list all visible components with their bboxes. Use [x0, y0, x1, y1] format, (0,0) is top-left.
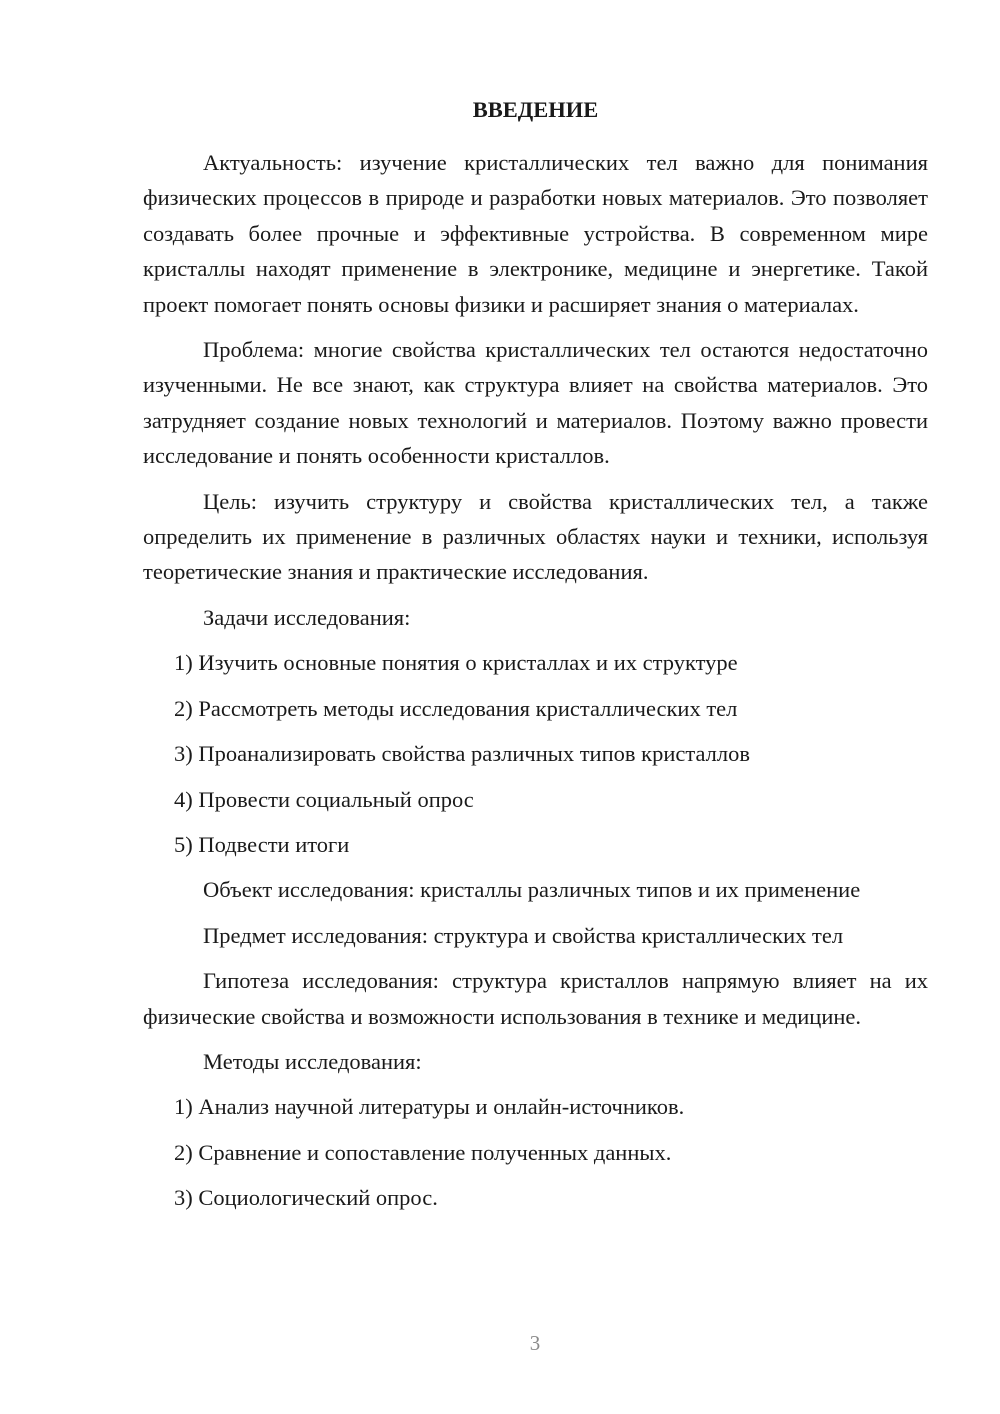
- list-item: 2) Рассмотреть методы исследования кристаллических тел: [174, 695, 738, 721]
- subject-paragraph: Предмет исследования: структура и свойства кристаллических тел: [203, 922, 844, 948]
- list-item: 3) Проанализировать свойства различных типов кристаллов: [174, 741, 750, 767]
- methods-list: [143, 1089, 928, 1215]
- tasks-heading: Задачи исследования:: [203, 604, 411, 630]
- section-title: ВВЕДЕНИЕ: [472, 97, 599, 122]
- goal-paragraph: Цель: изучить структуру и свойства кристаллических тел, а также определить их применение в различных областях науки и техники, используя теоретические знания и практические исследования.: [143, 488, 928, 585]
- list-item: 4) Провести социальный опрос: [174, 786, 474, 812]
- object-paragraph: Объект исследования: кристаллы различных типов и их применение: [203, 877, 861, 903]
- methods-heading: Методы исследования:: [203, 1048, 422, 1074]
- tasks-list: [143, 645, 928, 862]
- hypothesis-paragraph: Гипотеза исследования: структура кристаллов напрямую влияет на их физические свойства и возможности использования в технике и медицине.: [143, 968, 928, 1029]
- problem-paragraph: Проблема: многие свойства кристаллических тел остаются недостаточно изученными. Не все знают, как структура влияет на свойства материалов. Это затрудняет создание новых технологий и материалов. Поэтому важно провести исследование и понять особенности кристаллов.: [143, 337, 928, 469]
- list-item: 5) Подвести итоги: [174, 831, 350, 857]
- page-number: 3: [529, 1331, 541, 1355]
- document-page: [143, 92, 928, 1226]
- list-item: 1) Анализ научной литературы и онлайн-источников.: [174, 1094, 685, 1120]
- list-item: 3) Социологический опрос.: [174, 1185, 438, 1211]
- relevance-paragraph: Актуальность: изучение кристаллических тел важно для понимания физических процессов в природе и разработки новых материалов. Это позволяет создавать более прочные и эффективные устройства. В современном мире кристаллы находят применение в электронике, медицине и энергетике. Такой проект помогает понять основы физики и расширяет знания о материалах.: [143, 150, 928, 317]
- list-item: 2) Сравнение и сопоставление полученных данных.: [174, 1139, 672, 1165]
- list-item: 1) Изучить основные понятия о кристаллах и их структуре: [174, 650, 738, 676]
